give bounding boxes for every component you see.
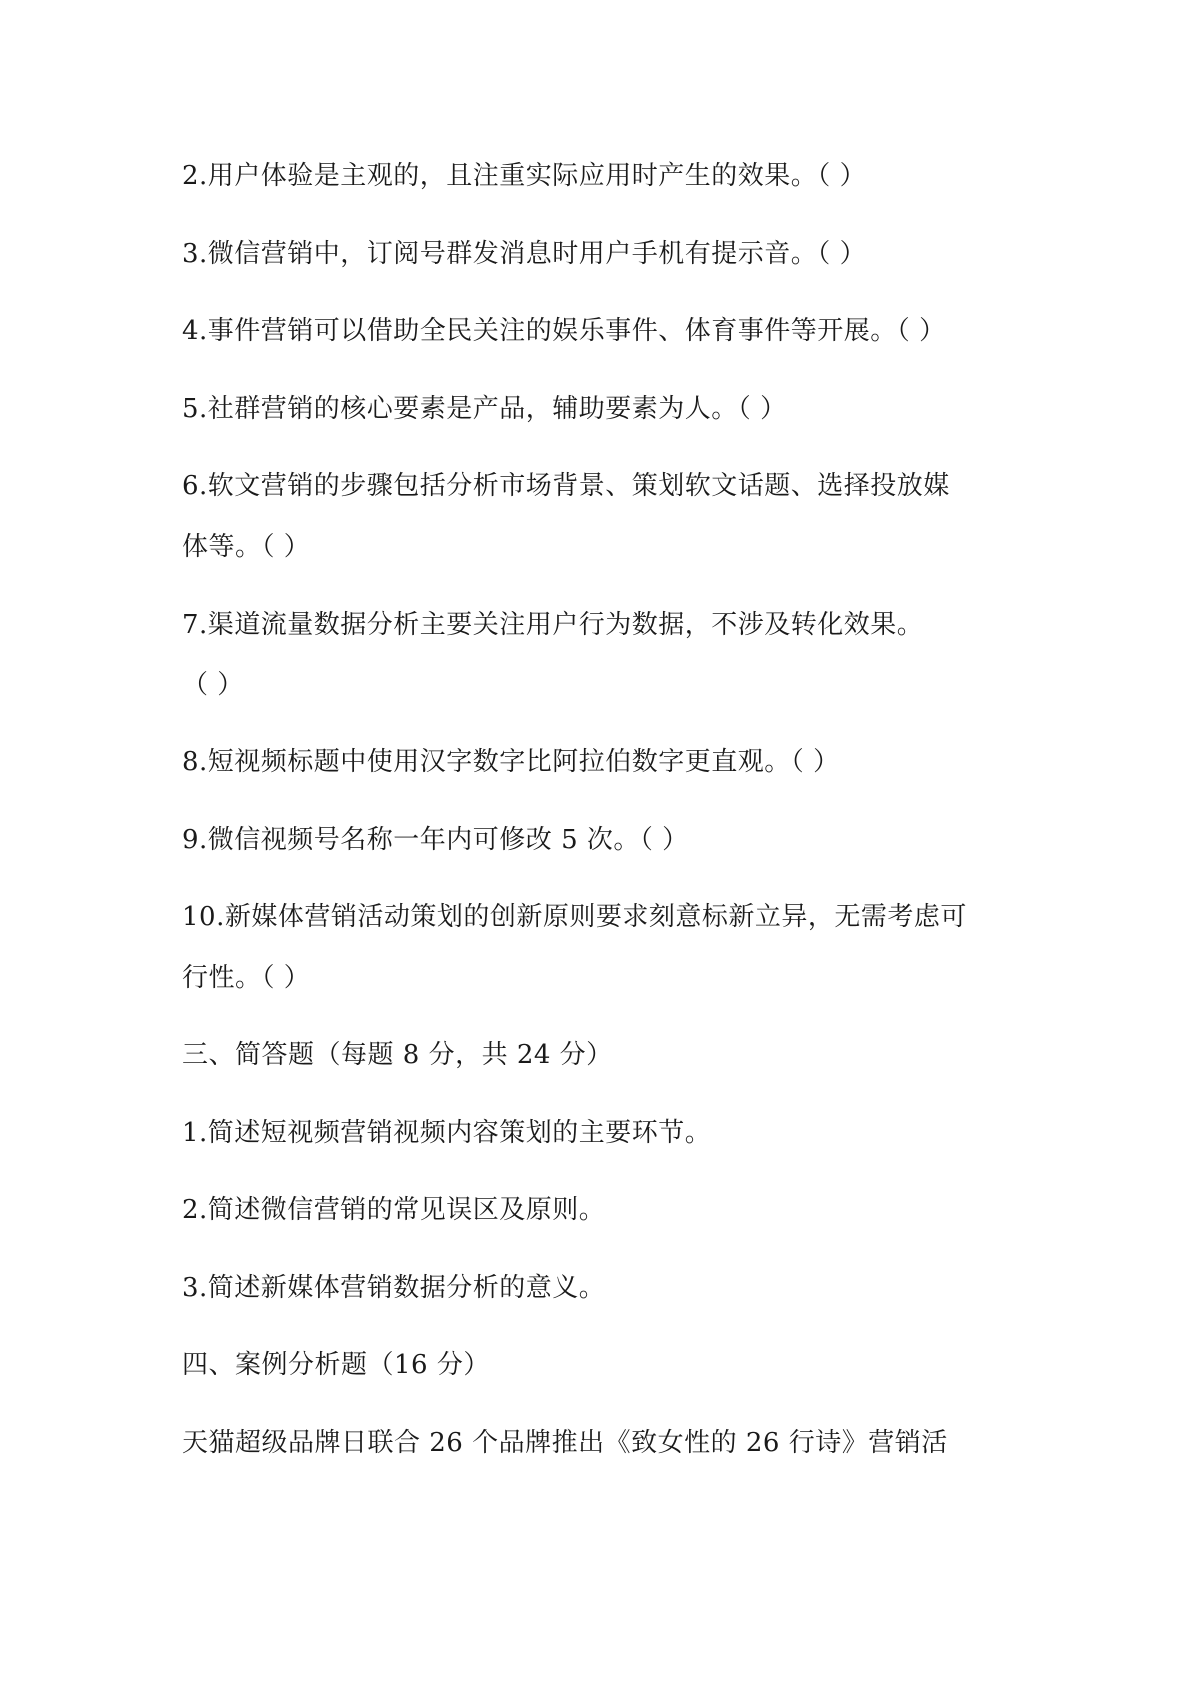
tf-question-3: 3.微信营销中，订阅号群发消息时用户手机有提示音。（ ） xyxy=(182,239,867,269)
tf-question-6-line-1: 6.软文营销的步骤包括分析市场背景、策划软文话题、选择投放媒 xyxy=(182,471,950,501)
tf-question-10-line-1: 10.新媒体营销活动策划的创新原则要求刻意标新立异，无需考虑可 xyxy=(182,902,967,932)
tf-question-4: 4.事件营销可以借助全民关注的娱乐事件、体育事件等开展。（ ） xyxy=(182,316,946,346)
tf-question-5: 5.社群营销的核心要素是产品，辅助要素为人。（ ） xyxy=(182,394,787,424)
tf-question-7-line-2: （ ） xyxy=(182,670,244,700)
section-heading-case-analysis: 四、案例分析题（16 分） xyxy=(182,1350,490,1380)
case-analysis-text: 天猫超级品牌日联合 26 个品牌推出《致女性的 26 行诗》营销活 xyxy=(182,1428,948,1458)
tf-question-7-line-1: 7.渠道流量数据分析主要关注用户行为数据，不涉及转化效果。 xyxy=(182,610,924,640)
short-answer-question-3: 3.简述新媒体营销数据分析的意义。 xyxy=(182,1273,606,1303)
short-answer-question-1: 1.简述短视频营销视频内容策划的主要环节。 xyxy=(182,1118,712,1148)
section-heading-short-answer: 三、简答题（每题 8 分，共 24 分） xyxy=(182,1040,613,1070)
tf-question-8: 8.短视频标题中使用汉字数字比阿拉伯数字更直观。（ ） xyxy=(182,747,840,777)
tf-question-10-line-2: 行性。（ ） xyxy=(182,963,311,993)
short-answer-question-2: 2.简述微信营销的常见误区及原则。 xyxy=(182,1195,606,1225)
tf-question-2: 2.用户体验是主观的，且注重实际应用时产生的效果。（ ） xyxy=(182,161,867,191)
tf-question-6-line-2: 体等。（ ） xyxy=(182,532,311,562)
tf-question-9: 9.微信视频号名称一年内可修改 5 次。（ ） xyxy=(182,825,689,855)
